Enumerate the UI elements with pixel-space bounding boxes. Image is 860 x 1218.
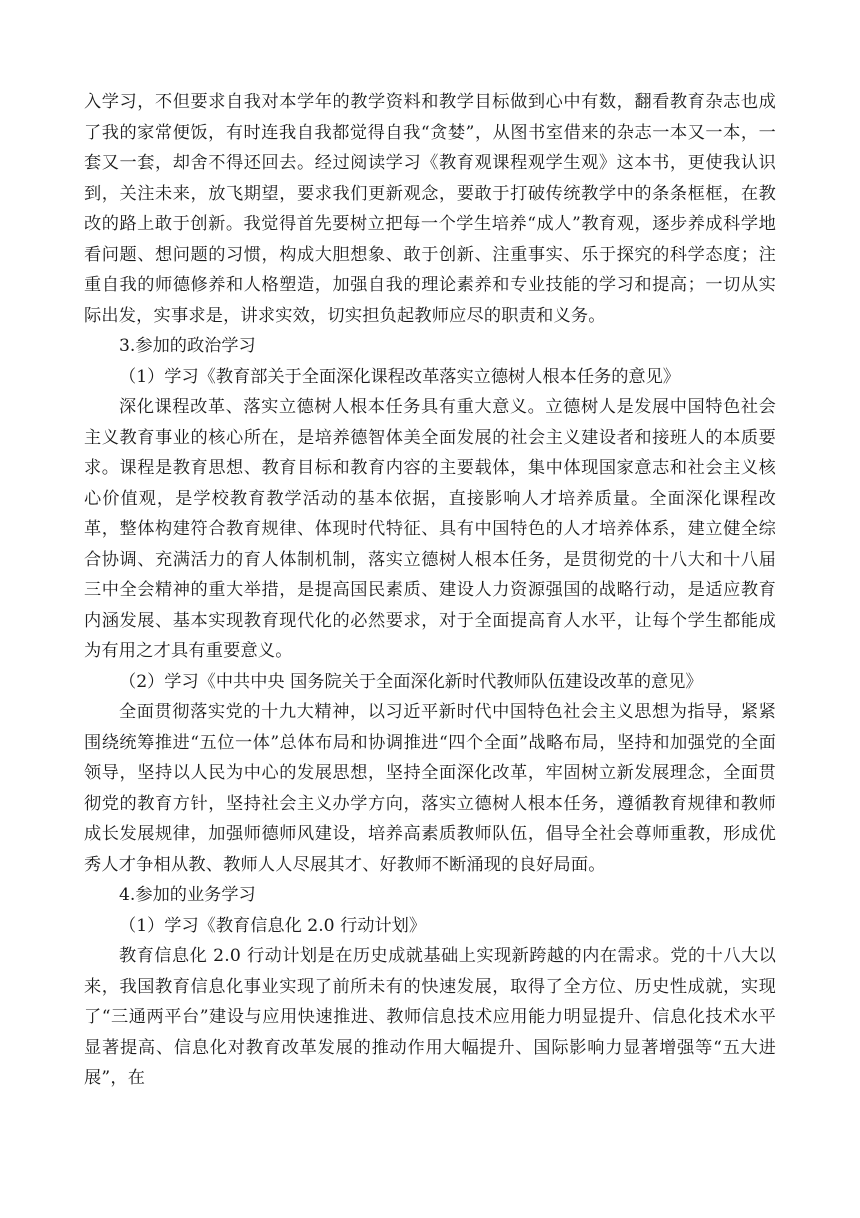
paragraph-education-informatization: 教育信息化 2.0 行动计划是在历史成就基础上实现新跨越的内在需求。党的十八大以来，我国教育信息化事业实现了前所未有的快速发展，取得了全方位、历史性成就，实现了“三通两平台”建设与应用快速推进、教师信息技术应用能力明显提升、信息化技术水平显著提高、信息化对教育改革发展的推动作用大幅提升、国际影响力显著增强等“五大进展”，在 xyxy=(84,946,776,1088)
subheading-curriculum-reform: （1）学习《教育部关于全面深化课程改革落实立德树人根本任务的意见》 xyxy=(119,366,680,387)
subheading-teacher-reform: （2）学习《中共中央 国务院关于全面深化新时代教师队伍建设改革的意见》 xyxy=(119,671,703,692)
document-body xyxy=(84,87,776,1094)
subheading-education-informatization: （1）学习《教育信息化 2.0 行动计划》 xyxy=(119,915,427,936)
section-heading-political-study: 3.参加的政治学习 xyxy=(119,336,256,356)
paragraph-curriculum-reform: 深化课程改革、落实立德树人根本任务具有重大意义。立德树人是发展中国特色社会主义教育事业的核心所在，是培养德智体美全面发展的社会主义建设者和接班人的本质要求。课程是教育思想、教育目标和教育内容的主要载体，集中体现国家意志和社会主义核心价值观，是学校教育教学活动的基本依据，直接影响人才培养质量。全面深化课程改革，整体构建符合教育规律、体现时代特征、具有中国特色的人才培养体系，建立健全综合协调、充满活力的育人体制机制，落实立德树人根本任务，是贯彻党的十八大和十八届三中全会精神的重大举措，是提高国民素质、建设人力资源强国的战略行动，是适应教育内涵发展、基本实现教育现代化的必然要求，对于全面提高育人水平，让每个学生都能成为有用之才具有重要意义。 xyxy=(84,397,776,661)
paragraph-self-study: 入学习，不但要求自我对本学年的教学资料和教学目标做到心中有数，翻看教育杂志也成了我的家常便饭，有时连我自我都觉得自我“贪婪”，从图书室借来的杂志一本又一本，一套又一套，却舍不得还回去。经过阅读学习《教育观课程观学生观》这本书，更使我认识到，关注未来，放飞期望，要求我们更新观念，要敢于打破传统教学中的条条框框，在教改的路上敢于创新。我觉得首先要树立把每一个学生培养“成人”教育观，逐步养成科学地看问题、想问题的习惯，构成大胆想象、敢于创新、注重事实、乐于探究的科学态度；注重自我的师德修养和人格塑造，加强自我的理论素养和专业技能的学习和提高；一切从实际出发，实事求是，讲求实效，切实担负起教师应尽的职责和义务。 xyxy=(84,92,776,326)
paragraph-teacher-reform: 全面贯彻落实党的十九大精神，以习近平新时代中国特色社会主义思想为指导，紧紧围绕统筹推进“五位一体”总体布局和协调推进“四个全面”战略布局，坚持和加强党的全面领导，坚持以人民为中心的发展思想，坚持全面深化改革，牢固树立新发展理念，全面贯彻党的教育方针，坚持社会主义办学方向，落实立德树人根本任务，遵循教育规律和教师成长发展规律，加强师德师风建设，培养高素质教师队伍，倡导全社会尊师重教，形成优秀人才争相从教、教师人人尽展其才、好教师不断涌现的良好局面。 xyxy=(84,702,776,875)
section-heading-professional-study: 4.参加的业务学习 xyxy=(119,885,256,905)
